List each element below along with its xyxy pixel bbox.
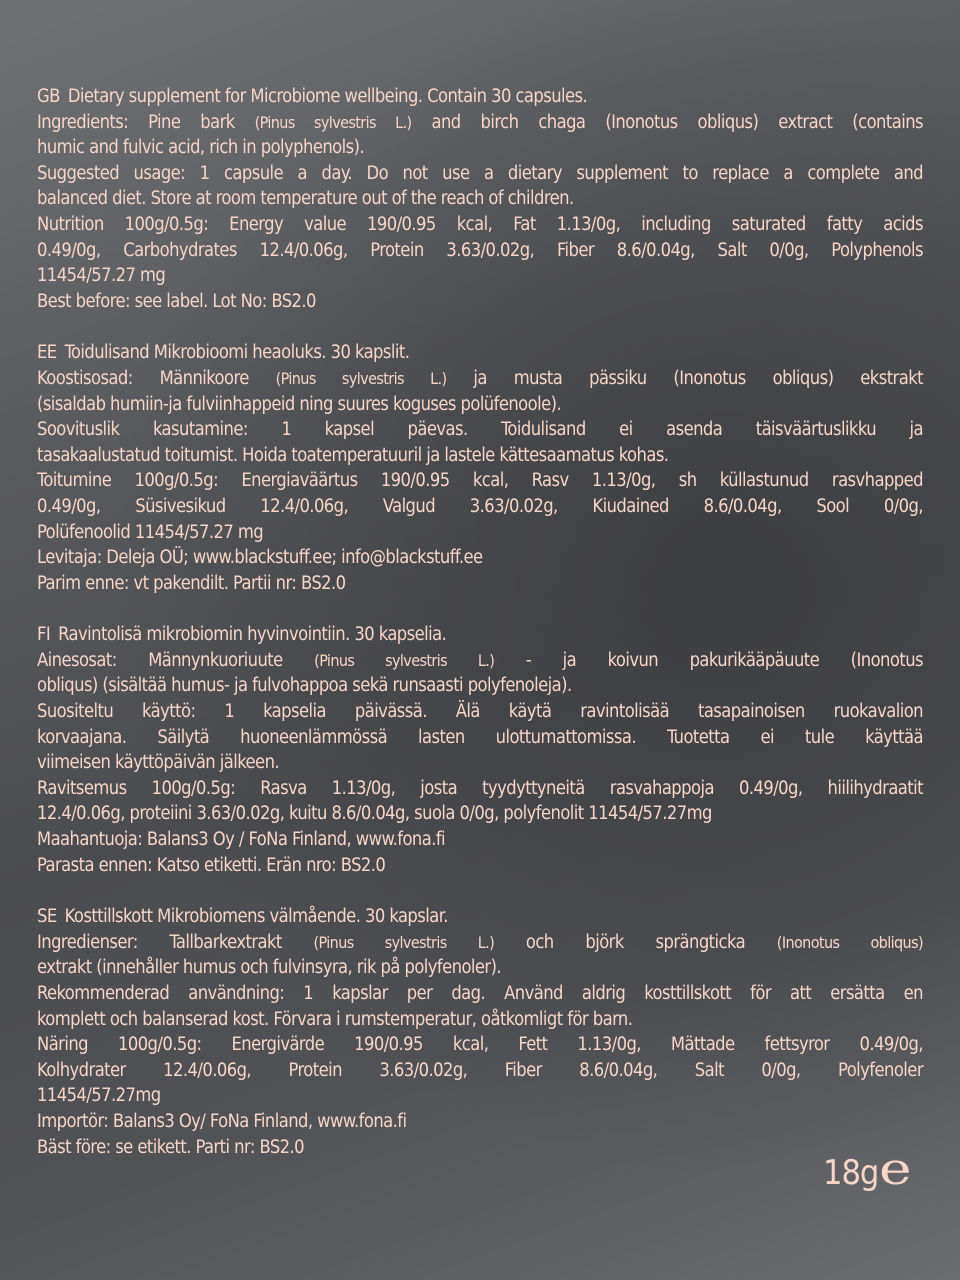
se-importer: Importör: Balans3 Oy/ FoNa Finland, www.fona.fi: [37, 1110, 407, 1132]
estimated-sign-icon: e: [879, 1144, 911, 1195]
section-se: [37, 904, 923, 1160]
se-best-before: Bäst före: se etikett. Parti nr: BS2.0: [37, 1136, 305, 1158]
section-fi: [37, 622, 923, 878]
se-ingredients-line1: [37, 930, 923, 956]
se-title-line: [37, 904, 923, 930]
ee-usage-line1: Soovituslik kasutamine: 1 kapsel päevas. Toidulisand ei asenda täisväärtuslikku ja: [37, 419, 923, 441]
ee-ingredients-mid: ja musta pässiku (Inonotus obliqus) ekstrakt: [446, 367, 923, 389]
fi-nutrition-line1: Ravitsemus 100g/0.5g: Rasva 1.13/0g, josta tyydyttyneitä rasvahappoja 0.49/0g, hiilihydraatit: [37, 777, 923, 799]
section-gb: [37, 84, 923, 314]
fi-ingredients-line2: obliqus) (sisältää humus- ja fulvohappoa sekä runsaasti polyfenoleja).: [37, 675, 572, 697]
ee-ingredients-prefix: Koostisosad: Männikoore: [37, 367, 276, 389]
se-nutrition-line2: Kolhydrater 12.4/0.06g, Protein 3.63/0.02g, Fiber 8.6/0.04g, Salt 0/0g, Polyfenoler: [37, 1059, 923, 1081]
gb-best-before: Best before: see label. Lot No: BS2.0: [37, 290, 316, 312]
fi-nutrition-line2: 12.4/0.06g, proteiini 3.63/0.02g, kuitu 8.6/0.04g, suola 0/0g, polyfenolit 11454/57.27mg: [37, 803, 712, 825]
fi-usage-line2: korvaajana. Säilytä huoneenlämmössä lasten ulottumattomissa. Tuotetta ei tule käyttää: [37, 726, 923, 748]
gb-latin-name: (Pinus sylvestris L.): [254, 112, 412, 132]
ee-title-line: [37, 340, 923, 366]
se-nutrition-line3: 11454/57.27mg: [37, 1085, 161, 1107]
gb-ingredients-mid: and birch chaga (Inonotus obliqus) extract (contains: [411, 111, 923, 133]
net-weight: [823, 1144, 911, 1195]
fi-usage-line1: Suositeltu käyttö: 1 kapselia päivässä. Älä käytä ravintolisää tasapainoisen ruokavalion: [37, 701, 923, 723]
se-nutrition-line1: Näring 100g/0.5g: Energivärde 190/0.95 kcal, Fett 1.13/0g, Mättade fettsyror 0.49/0g,: [37, 1034, 923, 1056]
gb-nutrition-line2: 0.49/0g, Carbohydrates 12.4/0.06g, Protein 3.63/0.02g, Fiber 8.6/0.04g, Salt 0/0g, Polyphenols: [37, 239, 923, 261]
gb-title: Dietary supplement for Microbiome wellbeing. Contain 30 capsules.: [67, 86, 588, 107]
fi-title-line: [37, 622, 923, 648]
lang-code: GB: [37, 86, 60, 107]
ee-nutrition-line3: Polüfenoolid 11454/57.27 mg: [37, 521, 264, 543]
fi-ingredients-prefix: Ainesosat: Männynkuoriuute: [37, 649, 315, 671]
ee-title: Toidulisand Mikrobioomi heaoluks. 30 kapslit.: [64, 342, 410, 364]
fi-importer: Maahantuoja: Balans3 Oy / FoNa Finland, www.fona.fi: [37, 829, 446, 851]
ee-nutrition-line2: 0.49/0g, Süsivesikud 12.4/0.06g, Valgud 3.63/0.02g, Kiudained 8.6/0.04g, Sool 0/0g,: [37, 495, 923, 517]
ee-ingredients-line2: (sisaldab humiin-ja fulviinhappeid ning suures koguses polüfenoole).: [37, 393, 562, 415]
se-title: Kosttillskott Mikrobiomens välmående. 30 kapslar.: [64, 906, 448, 928]
gb-ingredients-line2: humic and fulvic acid, rich in polyphenols).: [37, 137, 365, 159]
gb-usage-line2: balanced diet. Store at room temperature out of the reach of children.: [37, 188, 574, 210]
ee-ingredients-line1: [37, 366, 923, 392]
fi-best-before: Parasta ennen: Katso etiketti. Erän nro: BS2.0: [37, 854, 386, 876]
lang-code: FI: [37, 624, 51, 646]
se-latin-name-1: (Pinus sylvestris L.): [313, 932, 495, 952]
ee-distributor: Levitaja: Deleja OÜ; www.blackstuff.ee; info@blackstuff.ee: [37, 547, 483, 569]
fi-ingredients-mid: - ja koivun pakurikääpäuute (Inonotus: [494, 649, 923, 671]
se-usage-line2: komplett och balanserad kost. Förvara i rumstemperatur, oåtkomligt för barn.: [37, 1008, 633, 1030]
gb-ingredients-prefix: Ingredients: Pine bark: [37, 111, 255, 133]
se-ingredients-line2: extrakt (innehåller humus och fulvinsyra, rik på polyfenoler).: [37, 957, 502, 979]
section-ee: [37, 340, 923, 596]
gb-usage-line1: Suggested usage: 1 capsule a day. Do not use a dietary supplement to replace a complete and: [37, 162, 923, 184]
gb-nutrition-line1: Nutrition 100g/0.5g: Energy value 190/0.95 kcal, Fat 1.13/0g, including saturated fatty acids: [37, 213, 923, 235]
product-label-text: [37, 84, 923, 1186]
fi-latin-name: (Pinus sylvestris L.): [314, 650, 495, 670]
gb-ingredients-line1: [37, 110, 923, 136]
se-latin-name-2: (Inonotus obliqus): [776, 932, 923, 952]
ee-best-before: Parim enne: vt pakendilt. Partii nr: BS2.0: [37, 572, 346, 594]
fi-ingredients-line1: [37, 648, 923, 674]
lang-code: EE: [37, 342, 57, 364]
gb-title-line: [37, 84, 923, 110]
fi-usage-line3: viimeisen käyttöpäivän jälkeen.: [37, 752, 280, 774]
gb-nutrition-line3: 11454/57.27 mg: [37, 265, 166, 287]
lang-code: SE: [37, 906, 57, 928]
se-usage-line1: Rekommenderad användning: 1 kapslar per dag. Använd aldrig kosttillskott för att ersätta en: [37, 983, 923, 1004]
fi-title: Ravintolisä mikrobiomin hyvinvointiin. 30 kapselia.: [58, 624, 447, 646]
net-weight-value: 18g: [823, 1153, 879, 1193]
se-ingredients-prefix: Ingredienser: Tallbarkextrakt: [37, 931, 314, 953]
ee-nutrition-line1: Toitumine 100g/0.5g: Energiaväärtus 190/0.95 kcal, Rasv 1.13/0g, sh küllastunud rasvhapped: [37, 470, 923, 492]
ee-latin-name: (Pinus sylvestris L.): [275, 368, 447, 388]
ee-usage-line2: tasakaalustatud toitumist. Hoida toatemperatuuril ja lastele kättesaamatus kohas.: [37, 444, 669, 466]
se-ingredients-mid: och björk sprängticka: [494, 931, 777, 953]
